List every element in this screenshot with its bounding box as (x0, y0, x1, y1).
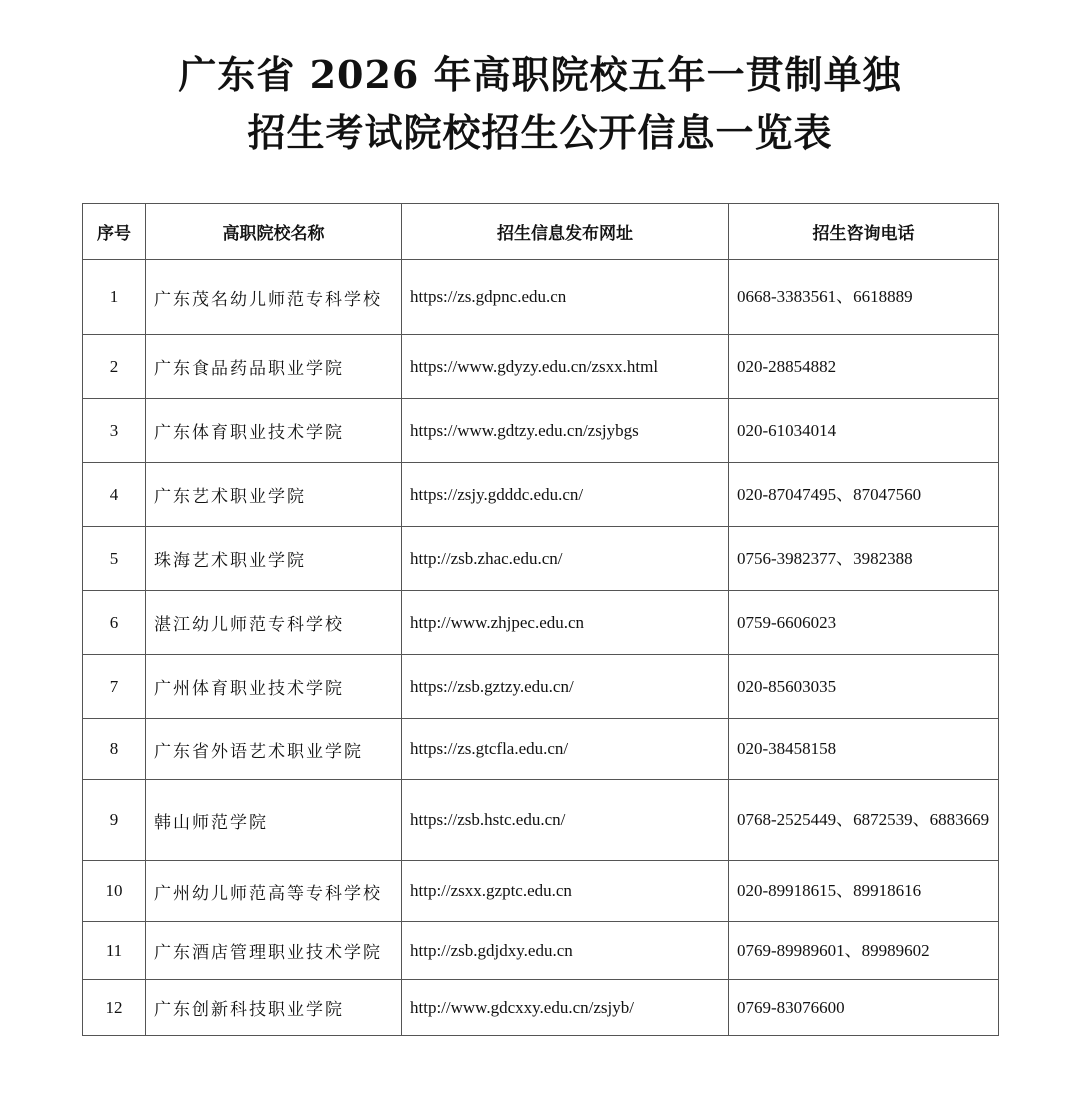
title-line-1: 广东省 2026 年高职院校五年一贯制单独 (178, 52, 902, 97)
row-index: 4 (83, 463, 146, 527)
table-row (83, 463, 999, 527)
table-row (83, 399, 999, 463)
table-row (83, 591, 999, 655)
row-index: 7 (83, 655, 146, 719)
row-info-url[interactable]: http://zsb.gdjdxy.edu.cn (402, 922, 729, 980)
row-phone: 020-89918615、89918616 (729, 861, 999, 922)
row-phone: 020-61034014 (729, 399, 999, 463)
row-school-name: 韩山师范学院 (146, 780, 402, 861)
table-header-row (83, 204, 999, 260)
row-info-url[interactable]: http://zsb.zhac.edu.cn/ (402, 527, 729, 591)
row-school-name: 广东酒店管理职业技术学院 (146, 922, 402, 980)
row-phone: 020-85603035 (729, 655, 999, 719)
row-info-url[interactable]: https://zs.gtcfla.edu.cn/ (402, 719, 729, 780)
row-phone: 0756-3982377、3982388 (729, 527, 999, 591)
header-info-url: 招生信息发布网址 (402, 204, 729, 260)
table-row (83, 861, 999, 922)
table-row (83, 719, 999, 780)
row-info-url[interactable]: https://zsb.gztzy.edu.cn/ (402, 655, 729, 719)
row-school-name: 广东创新科技职业学院 (146, 980, 402, 1036)
row-school-name: 广东省外语艺术职业学院 (146, 719, 402, 780)
header-school-name: 高职院校名称 (146, 204, 402, 260)
row-info-url[interactable]: https://zs.gdpnc.edu.cn (402, 260, 729, 335)
row-info-url[interactable]: https://zsjy.gdddc.edu.cn/ (402, 463, 729, 527)
row-index: 12 (83, 980, 146, 1036)
row-info-url[interactable]: http://www.zhjpec.edu.cn (402, 591, 729, 655)
row-index: 10 (83, 861, 146, 922)
header-phone: 招生咨询电话 (729, 204, 999, 260)
admissions-info-table (82, 203, 999, 1036)
row-phone: 0769-89989601、89989602 (729, 922, 999, 980)
row-phone: 0768-2525449、6872539、6883669 (729, 780, 999, 861)
table-row (83, 922, 999, 980)
row-school-name: 广东食品药品职业学院 (146, 335, 402, 399)
row-info-url[interactable]: https://www.gdtzy.edu.cn/zsjybgs (402, 399, 729, 463)
row-index: 11 (83, 922, 146, 980)
header-index: 序号 (83, 204, 146, 260)
row-school-name: 珠海艺术职业学院 (146, 527, 402, 591)
row-school-name: 广东艺术职业学院 (146, 463, 402, 527)
table-row (83, 980, 999, 1036)
row-school-name: 广州体育职业技术学院 (146, 655, 402, 719)
row-phone: 020-87047495、87047560 (729, 463, 999, 527)
row-phone: 020-28854882 (729, 335, 999, 399)
title-line-2: 招生考试院校招生公开信息一览表 (247, 110, 833, 155)
table-row (83, 780, 999, 861)
table-row (83, 260, 999, 335)
row-index: 6 (83, 591, 146, 655)
row-info-url[interactable]: http://www.gdcxxy.edu.cn/zsjyb/ (402, 980, 729, 1036)
row-info-url[interactable]: https://www.gdyzy.edu.cn/zsxx.html (402, 335, 729, 399)
row-phone: 0759-6606023 (729, 591, 999, 655)
row-index: 1 (83, 260, 146, 335)
row-index: 2 (83, 335, 146, 399)
row-phone: 0668-3383561、6618889 (729, 260, 999, 335)
row-index: 9 (83, 780, 146, 861)
row-phone: 0769-83076600 (729, 980, 999, 1036)
row-info-url[interactable]: https://zsb.hstc.edu.cn/ (402, 780, 729, 861)
row-index: 3 (83, 399, 146, 463)
row-index: 8 (83, 719, 146, 780)
row-school-name: 广东体育职业技术学院 (146, 399, 402, 463)
document-title (0, 46, 1080, 162)
row-phone: 020-38458158 (729, 719, 999, 780)
table-row (83, 527, 999, 591)
row-school-name: 广东茂名幼儿师范专科学校 (146, 260, 402, 335)
row-school-name: 湛江幼儿师范专科学校 (146, 591, 402, 655)
row-index: 5 (83, 527, 146, 591)
table-row (83, 335, 999, 399)
table-body (83, 260, 999, 1036)
row-info-url[interactable]: http://zsxx.gzptc.edu.cn (402, 861, 729, 922)
row-school-name: 广州幼儿师范高等专科学校 (146, 861, 402, 922)
table-row (83, 655, 999, 719)
